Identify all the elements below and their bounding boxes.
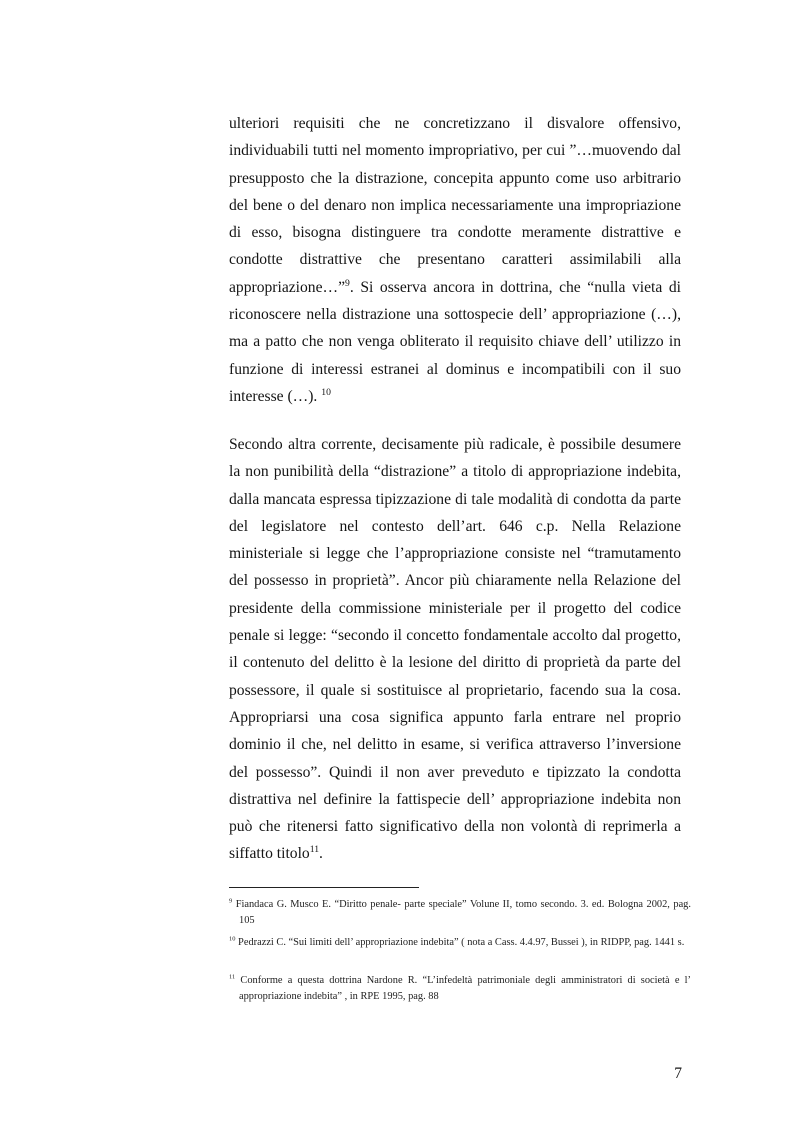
footnote-ref[interactable]: 9 <box>345 277 350 289</box>
footnote-number: 10 <box>229 935 236 943</box>
footnote-number: 11 <box>229 973 236 981</box>
footnote <box>229 897 691 929</box>
paragraph-text: Secondo altra corrente, decisamente più radicale, è possibile desumere la non punibilità della “distrazione” a titolo di appropriazione indebita, dalla mancata espressa tipizzazione di tale modalità di condotta da parte del legislatore nel contesto dell’art. 646 c.p. Nella Relazione ministeriale si legge che l’appropriazione consiste nel “tramutamento del possesso in proprietà”. Ancor più chiaramente nella Relazione del presidente della commissione ministeriale per il progetto del codice penale si legge: “secondo il concetto fondamentale accolto dal progetto, il contenuto del delitto è la lesione del diritto di proprietà da parte del possessore, il quale si sostituisce al proprietario, facendo sua la cosa. Appropriarsi una cosa significa appunto farla entrare nel proprio dominio il che, nel delitto in esame, si verifica attraverso l’inversione del possesso”. Quindi il non aver preveduto e tipizzato la condotta distrattiva nel definire la fattispecie dell’ appropriazione indebita non può che ritenersi fatto significativo della non volontà di reprimerla a siffatto titolo <box>229 436 681 863</box>
footnote <box>229 973 691 1005</box>
paragraph-text: . <box>319 845 323 863</box>
footnote-text: Pedrazzi C. “Sui limiti dell’ appropriazione indebita” ( nota a Cass. 4.4.97, Bussei ), in RIDPP, pag. 1441 s. <box>238 937 685 948</box>
body-paragraph <box>229 110 681 410</box>
body-paragraph <box>229 431 681 868</box>
footnote-separator <box>229 887 419 888</box>
paragraph-text: ulteriori requisiti che ne concretizzano il disvalore offensivo, individuabili tutti nel momento impropriativo, per cui ”…muovendo dal presupposto che la distrazione, concepita appunto come uso arbitrario del bene o del denaro non implica necessariamente una impropriazione di esso, bisogna distinguere tra condotte meramente distrattive e condotte distrattive che presentano caratteri assimilabili alla appropriazione…” <box>229 115 681 296</box>
paragraph-text: . Si osserva ancora in dottrina, che “nulla vieta di riconoscere nella distrazione una sottospecie dell’ appropriazione (…), ma a patto che non venga obliterato il requisito chiave dell’ utilizzo in funzione di interessi estranei al dominus e incompatibili con il suo interesse (…). <box>229 278 681 405</box>
footnote-ref[interactable]: 10 <box>321 386 331 398</box>
footnote-ref[interactable]: 11 <box>309 844 320 856</box>
footnote <box>229 935 691 951</box>
footnote-text: Fiandaca G. Musco E. “Diritto penale- parte speciale” Volune II, tomo secondo. 3. ed. Bologna 2002, pag. 105 <box>235 899 691 926</box>
footnote-number: 9 <box>229 897 233 905</box>
page-number: 7 <box>674 1065 682 1082</box>
footnote-text: Conforme a questa dottrina Nardone R. “L’infedeltà patrimoniale degli amministratori di società e l’ appropriazione indebita” , in RPE 1995, pag. 88 <box>239 975 691 1002</box>
